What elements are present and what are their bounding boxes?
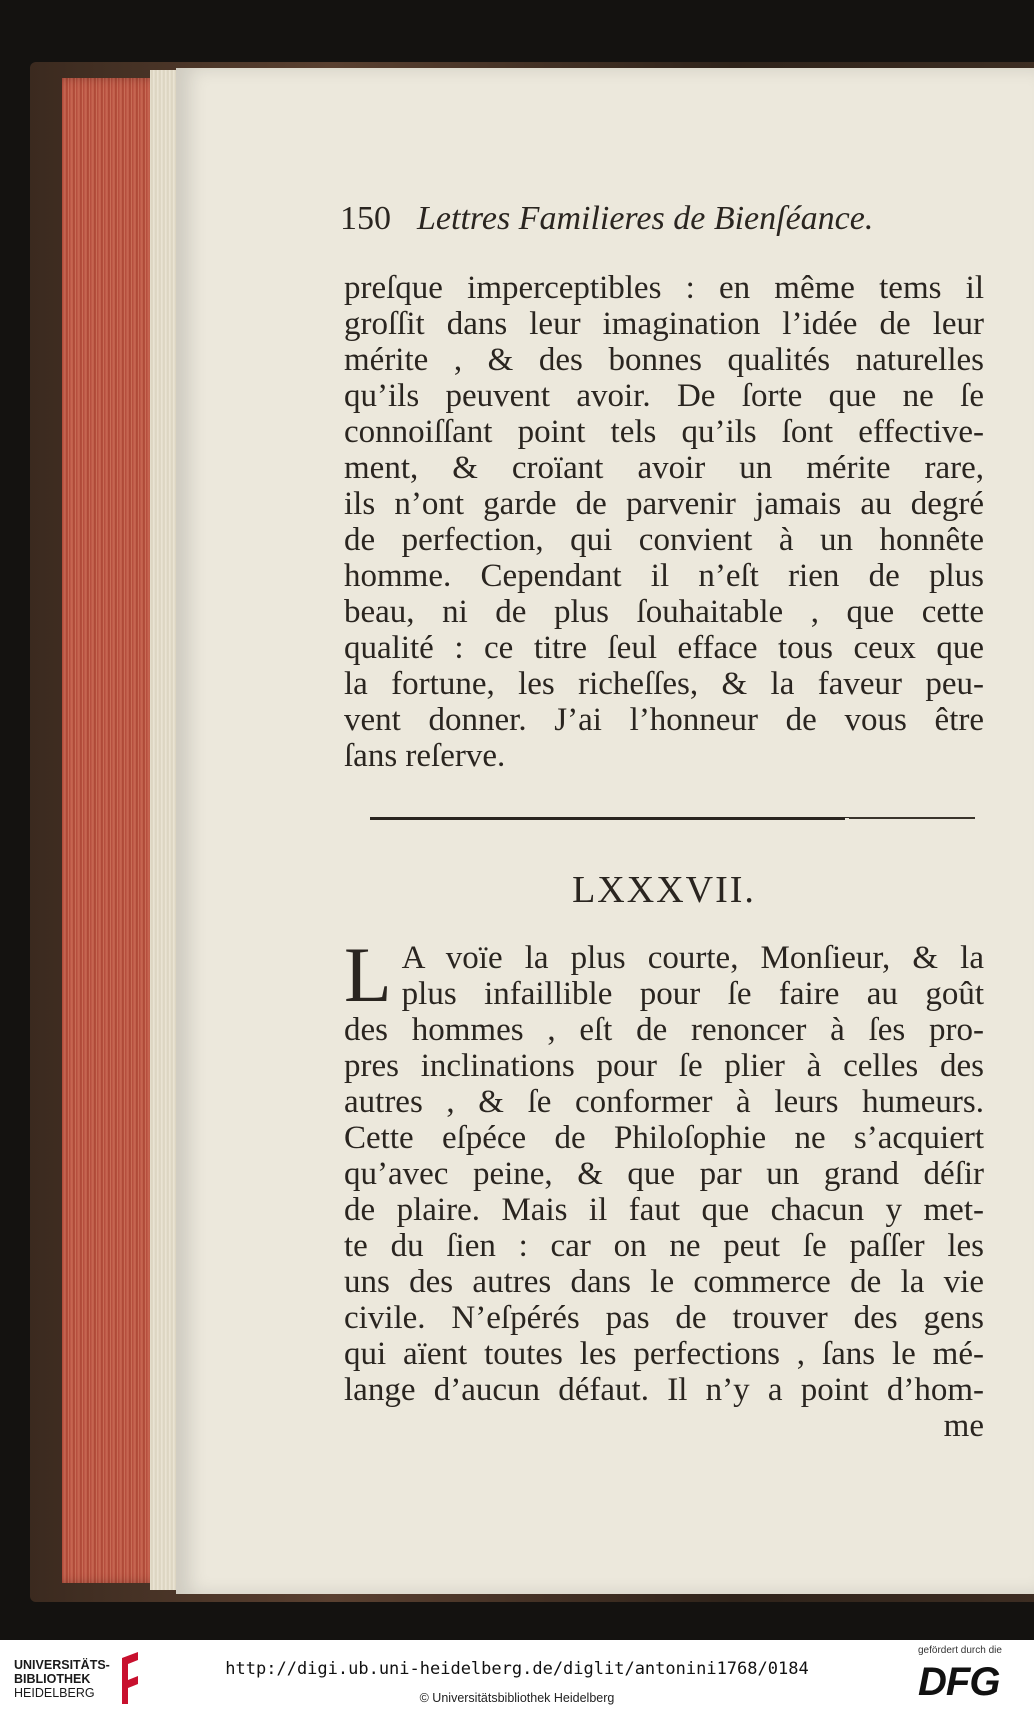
running-title: Lettres Familieres de Bienſéance. [417,200,874,237]
text-line: homme. Cependant il n’eſt rien de plus [344,558,984,594]
text-line: vent donner. J’ai l’honneur de vous être [344,702,984,738]
library-name-line2: BIBLIOTHEK [14,1672,91,1686]
text-line: qu’avec peine, & que par un grand déſir [344,1156,984,1192]
text-line: civile. N’eſpérés pas de trouver des gens [344,1300,984,1336]
permalink-url[interactable]: http://digi.ub.uni-heidelberg.de/diglit/antonini1768/0184 [225,1659,809,1679]
text-line: qui aïent toutes les perfections , ſans le mé- [344,1336,984,1372]
page-number: 150 [340,200,391,237]
text-line: autres , & ſe conformer à leurs humeurs. [344,1084,984,1120]
text-line: pres inclinations pour ſe plier à celles des [344,1048,984,1084]
letter-start-text [344,931,984,1444]
section-rule-tail [849,817,975,819]
text-line: A voïe la plus courte, Monſieur, & la [401,940,984,976]
text-line: qu’ils peuvent avoir. De ſorte que ne ſe [344,378,984,414]
text-line: te du ſien : car on ne peut ſe paſſer les [344,1228,984,1264]
text-line: ils n’ont garde de parvenir jamais au degré [344,486,984,522]
letter-number-heading: LXXXVII. [572,869,756,911]
funding-note: gefördert durch die [918,1645,1002,1656]
copyright-notice: © Universitätsbibliothek Heidelberg [419,1691,615,1705]
drop-cap: L [344,931,392,1018]
letter-end-text [344,270,984,774]
text-line: de plaire. Mais il faut que chacun y met- [344,1192,984,1228]
dfg-logo: DFG [918,1660,1000,1704]
text-line: plus infaillible pour ſe faire au goût [401,976,984,1012]
text-line: connoiſſant point tels qu’ils ſont effective- [344,414,984,450]
text-line: preſque imperceptibles : en même tems il [344,270,984,306]
text-line: lange d’aucun défaut. Il n’y a point d’hom- [344,1372,984,1408]
text-line: mérite , & des bonnes qualités naturelles [344,342,984,378]
library-name-line3: HEIDELBERG [14,1686,95,1700]
text-line: la fortune, les richeſſes, & la faveur peu- [344,666,984,702]
catchword: me [943,1408,984,1444]
text-line: ſans reſerve. [344,738,506,774]
text-line: beau, ni de plus ſouhaitable , que cette [344,594,984,630]
running-head [340,200,1000,238]
library-name-line1: UNIVERSITÄTS- [14,1658,110,1672]
text-line: groſſit dans leur imagination l’idée de leur [344,306,984,342]
text-line: des hommes , eſt de renoncer à ſes pro- [344,1012,984,1048]
text-line: uns des autres dans le commerce de la vie [344,1264,984,1300]
text-line: Cette eſpéce de Philoſophie ne s’acquiert [344,1120,984,1156]
text-line: de perfection, qui convient à un honnête [344,522,984,558]
text-line: ment, & croïant avoir un mérite rare, [344,450,984,486]
text-line: qualité : ce titre ſeul efface tous ceux que [344,630,984,666]
